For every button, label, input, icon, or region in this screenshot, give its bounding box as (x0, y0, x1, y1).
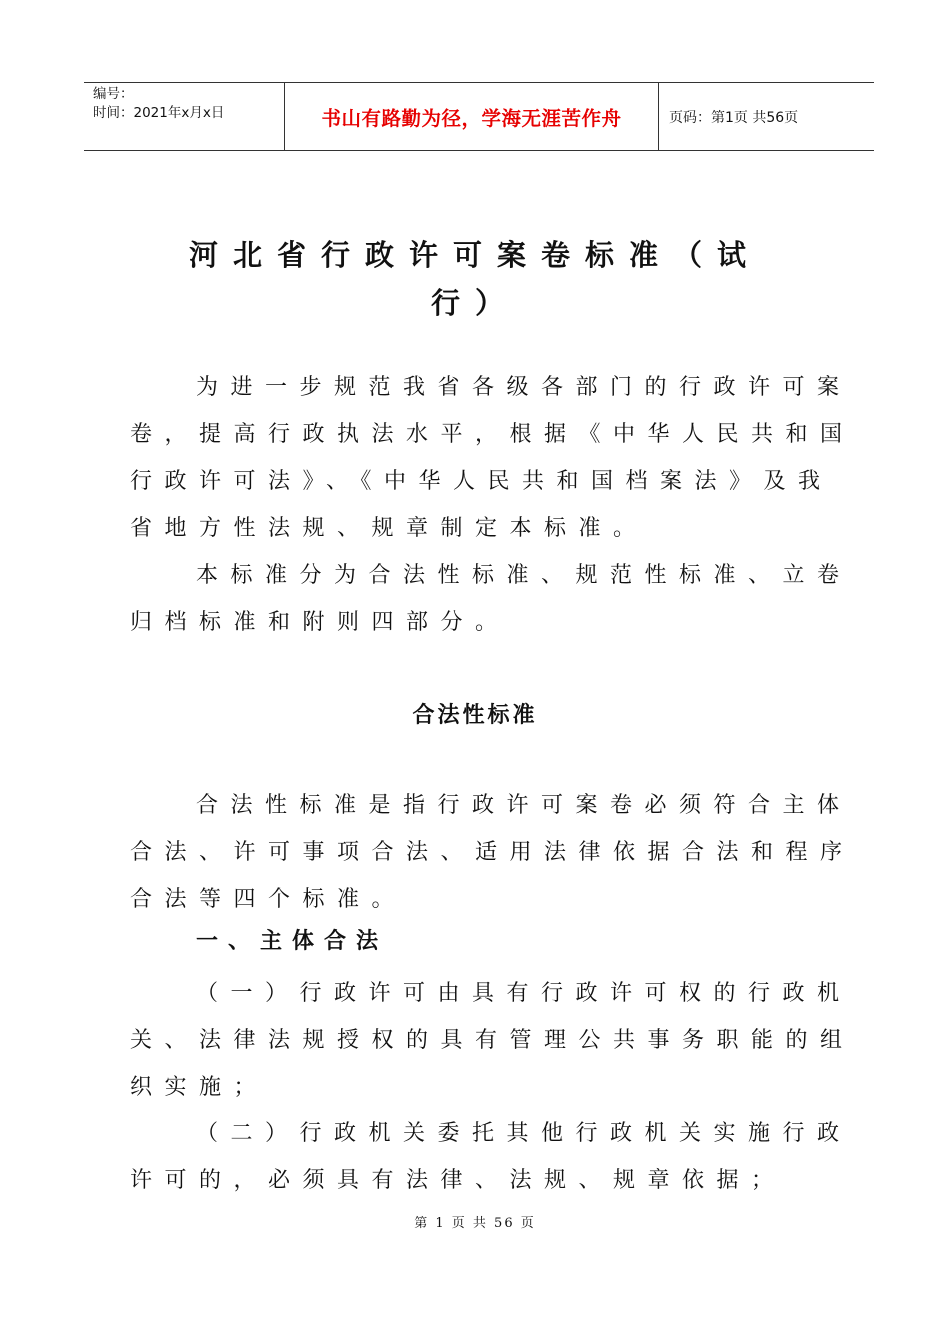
document-title-line-2: 行） (430, 286, 519, 320)
intro-line: 为进一步规范我省各级各部门的行政许可案 (196, 375, 852, 400)
number-label: 编号： (93, 86, 134, 102)
item-1-line: 织实施； (130, 1075, 269, 1100)
intro-line: 行政许可法》、《中华人民共和国档案法》及我 (130, 469, 833, 494)
intro-paragraph (130, 364, 855, 552)
scope-line: 归档标准和附则四部分。 (130, 610, 510, 635)
section-intro-line: 合法性标准是指行政许可案卷必须符合主体 (196, 793, 852, 818)
item-2-paragraph (130, 1110, 852, 1204)
header-page-info: 页码：第1页 共56页 (669, 109, 799, 126)
page-footer: 第 1 页 共 56 页 (414, 1216, 536, 1231)
section-title: 合法性标准 (412, 703, 538, 728)
subheading: 一、主体合法 (196, 929, 389, 954)
header-meta (84, 83, 285, 150)
document-title-line-1: 河北省行政许可案卷标准（试 (188, 238, 761, 272)
item-2-line: （二）行政机关委托其他行政机关实施行政 (196, 1121, 852, 1146)
intro-line: 卷，提高行政执法水平，根据《中华人民共和国 (130, 422, 855, 447)
header-table (84, 82, 874, 151)
item-2-line: 许可的，必须具有法律、法规、规章依据； (130, 1168, 786, 1193)
section-intro-line: 合法、许可事项合法、适用法律依据合法和程序 (130, 840, 855, 865)
section-intro-paragraph (130, 782, 855, 923)
item-1-line: 关、法律法规授权的具有管理公共事务职能的组 (130, 1028, 855, 1053)
scope-paragraph (130, 552, 852, 646)
time-label: 时间：2021年x月x日 (93, 105, 225, 121)
scope-line: 本标准分为合法性标准、规范性标准、立卷 (196, 563, 852, 588)
section-intro-line: 合法等四个标准。 (130, 887, 407, 912)
header-motto: 书山有路勤为径，学海无涯苦作舟 (285, 83, 659, 150)
item-1-line: （一）行政许可由具有行政许可权的行政机 (196, 981, 852, 1006)
intro-line: 省地方性法规、规章制定本标准。 (130, 516, 648, 541)
item-1-paragraph (130, 970, 855, 1111)
